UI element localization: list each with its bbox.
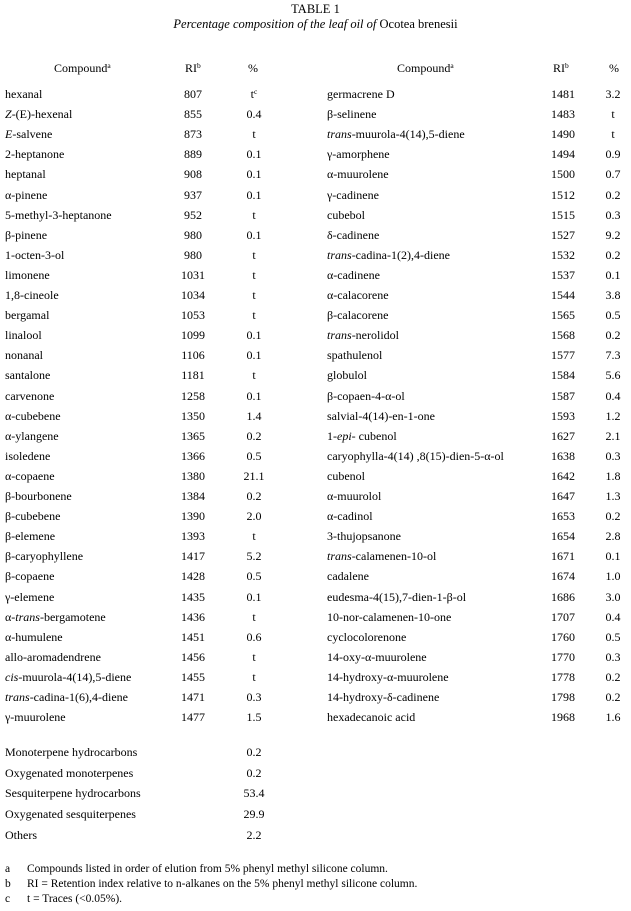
summary-percentage: 53.4 — [243, 786, 265, 801]
retention-index: 980 — [184, 247, 202, 262]
compound-name: isoledene — [5, 448, 51, 463]
retention-index: 980 — [184, 227, 202, 242]
compound-name: 14-hydroxy-δ-cadinene — [327, 690, 440, 704]
percentage-value: 0.1 — [246, 227, 262, 242]
compound-name: 14-oxy-α-muurolene — [327, 649, 427, 664]
compound-name: β-copaen-4-α-ol — [327, 388, 405, 403]
retention-index: 1471 — [181, 690, 205, 704]
retention-index: 1638 — [551, 448, 575, 463]
compound-name: β-selinene — [327, 107, 377, 122]
percentage — [596, 205, 630, 225]
table-row — [0, 446, 631, 466]
compound-name: trans-cadina-1(6),4-diene — [5, 690, 128, 704]
percentage-value: t — [252, 368, 256, 383]
compound-name: nonanal — [5, 348, 43, 363]
compound-name: cis-muurola-4(14),5-diene — [5, 669, 132, 684]
compound-name: β-copaene — [5, 569, 55, 584]
percentage — [596, 124, 630, 144]
percentage-value: 0.2 — [605, 690, 621, 704]
compound-name: spathulenol — [327, 348, 383, 363]
percentage-value: 1.0 — [605, 569, 621, 584]
retention-index: 1584 — [551, 368, 575, 383]
percentage-value: t — [252, 247, 256, 262]
summary-class: Oxygenated sesquiterpenes — [5, 807, 136, 822]
percentage — [596, 486, 630, 506]
compound-name: α-copaene — [5, 468, 55, 483]
percentage — [596, 707, 630, 727]
retention-index: 1968 — [551, 710, 575, 725]
percentage-value: 0.1 — [246, 589, 262, 604]
summary-row — [0, 763, 300, 783]
percentage-value: t — [611, 127, 615, 142]
retention-index: 1512 — [551, 187, 575, 202]
header-ri-sup: b — [197, 61, 201, 70]
percentage-value: 0.5 — [605, 308, 621, 323]
table-row — [0, 164, 631, 184]
percentage — [596, 466, 630, 486]
summary-row — [0, 825, 300, 845]
summary-class: Oxygenated monoterpenes — [5, 765, 134, 780]
percentage — [596, 446, 630, 466]
percentage-value: t — [611, 107, 615, 122]
footnote-key: c — [5, 893, 11, 905]
retention-index: 1778 — [551, 669, 575, 684]
footnote-text: t = Traces (<0.05%). — [27, 893, 123, 905]
summary-percentage: 0.2 — [246, 745, 262, 759]
table-row — [0, 707, 631, 727]
retention-index: 1515 — [551, 207, 575, 222]
compound-name: heptanal — [5, 167, 46, 182]
percentage-value: 5.2 — [246, 549, 262, 564]
compound-name: hexadecanoic acid — [327, 710, 416, 725]
compound-name: carvenone — [5, 388, 55, 403]
header-ri-text: RI — [185, 61, 197, 75]
retention-index: 1647 — [551, 489, 575, 503]
retention-index: 1798 — [551, 690, 575, 704]
left-header-pct: % — [248, 61, 258, 75]
percentage-value: 7.3 — [605, 348, 621, 363]
percentage-value: 0.1 — [246, 167, 262, 182]
table-row — [0, 285, 631, 305]
percentage-value: 1.6 — [605, 710, 621, 725]
compound-name: γ-muurolene — [5, 710, 66, 725]
table-title: TABLE 1 — [291, 2, 340, 16]
compound-name: α-trans-bergamotene — [5, 609, 106, 624]
compound-name: 10-nor-calamenen-10-one — [327, 609, 452, 624]
percentage — [596, 386, 630, 406]
compound-name: 2-heptanone — [5, 147, 65, 162]
compound-name: Z-(E)-hexenal — [5, 107, 73, 122]
percentage-value: 0.2 — [246, 489, 262, 503]
retention-index: 1106 — [181, 348, 205, 363]
compound-name: 1-epi- cubenol — [327, 428, 397, 443]
percentage — [596, 506, 630, 526]
percentage-value: t — [250, 87, 254, 101]
compound-name: germacrene D — [327, 87, 395, 101]
retention-index: 1390 — [181, 509, 205, 524]
retention-index: 807 — [184, 87, 202, 101]
percentage-value: t — [252, 529, 256, 544]
percentage-value: 0.1 — [246, 348, 262, 363]
retention-index: 1686 — [551, 589, 575, 604]
compound-name: 3-thujopsanone — [327, 529, 401, 544]
table-row — [0, 566, 631, 586]
percentage-value: 0.2 — [605, 328, 621, 343]
summary-percentage: 2.2 — [246, 827, 262, 842]
percentage — [596, 84, 630, 104]
retention-index: 1455 — [181, 669, 205, 684]
retention-index: 1380 — [181, 468, 205, 483]
percentage-value: 0.2 — [605, 187, 621, 202]
table-row — [0, 506, 631, 526]
percentage-value: 0.4 — [605, 609, 621, 624]
percentage-value: 1.2 — [605, 408, 621, 423]
percentage-value: 3.0 — [605, 589, 621, 604]
percentage-value: 9.2 — [605, 227, 621, 242]
compound-name: hexanal — [5, 87, 43, 101]
compound-name: cyclocolorenone — [327, 629, 407, 644]
compound-name: trans-calamenen-10-ol — [327, 549, 437, 564]
percentage — [596, 426, 630, 446]
retention-index: 1099 — [181, 328, 205, 343]
percentage — [596, 526, 630, 546]
table-row — [0, 526, 631, 546]
table-row — [0, 486, 631, 506]
percentage — [596, 607, 630, 627]
table-row — [0, 104, 631, 124]
summary-percentage: 29.9 — [243, 807, 265, 822]
retention-index: 1481 — [551, 87, 575, 101]
retention-index: 1627 — [551, 428, 575, 443]
table-row — [0, 124, 631, 144]
table-row — [0, 687, 631, 707]
table-row — [0, 667, 631, 687]
percentage-value: 0.1 — [246, 187, 262, 202]
percentage — [596, 566, 630, 586]
compound-name: β-elemene — [5, 529, 56, 544]
percentage — [596, 647, 630, 667]
percentage — [596, 144, 630, 164]
retention-index: 1053 — [181, 308, 205, 323]
retention-index: 1181 — [181, 368, 205, 383]
table-row — [0, 305, 631, 325]
retention-index: 1456 — [181, 649, 205, 664]
compound-name: β-caryophyllene — [5, 549, 84, 564]
retention-index: 1365 — [181, 428, 205, 443]
retention-index: 873 — [184, 127, 202, 142]
table-row — [0, 546, 631, 566]
compound-name: 5-methyl-3-heptanone — [5, 207, 112, 222]
retention-index: 1642 — [551, 468, 575, 483]
compound-name: trans-muurola-4(14),5-diene — [327, 127, 465, 142]
compound-name: α-humulene — [5, 629, 63, 644]
compound-name: γ-cadinene — [327, 187, 379, 202]
percentage — [596, 667, 630, 687]
retention-index: 1483 — [551, 107, 575, 122]
percentage-value: 0.1 — [246, 147, 262, 162]
compound-name: linalool — [5, 328, 42, 343]
retention-index: 1593 — [551, 408, 575, 423]
compound-name: cubebol — [327, 207, 365, 222]
summary-class: Sesquiterpene hydrocarbons — [5, 786, 141, 801]
table-row — [0, 225, 631, 245]
percentage-value: 0.1 — [246, 388, 262, 403]
table-row — [0, 185, 631, 205]
compound-name: 14-hydroxy-α-muurolene — [327, 669, 449, 684]
retention-index: 1532 — [551, 247, 575, 262]
compound-name: α-cadinol — [327, 509, 373, 524]
percentage-value: 0.5 — [246, 569, 262, 584]
percentage-value: 0.7 — [605, 167, 621, 182]
table-row — [0, 265, 631, 285]
summary-class: Others — [5, 827, 37, 842]
percentage — [596, 164, 630, 184]
percentage — [596, 265, 630, 285]
retention-index: 1577 — [551, 348, 575, 363]
table-row — [0, 245, 631, 265]
percentage-value: t — [252, 649, 256, 664]
table-row — [0, 627, 631, 647]
compound-name: δ-cadinene — [327, 227, 380, 242]
compound-name: allo-aromadendrene — [5, 649, 101, 664]
percentage — [596, 225, 630, 245]
percentage — [596, 305, 630, 325]
compound-name: 1,8-cineole — [5, 288, 59, 302]
retention-index: 1671 — [551, 549, 575, 564]
compound-name: limonene — [5, 267, 50, 282]
percentage-value: 0.4 — [246, 107, 262, 122]
header-compound-sup: a — [450, 61, 454, 70]
retention-index: 1490 — [551, 127, 575, 142]
retention-index: 1565 — [551, 308, 575, 323]
percentage-value: 0.3 — [246, 690, 262, 704]
percentage-value: 3.8 — [605, 288, 621, 302]
header-ri-text: RI — [553, 61, 565, 75]
subtitle-species: Ocotea brenesii — [379, 17, 458, 31]
right-header-ri — [553, 61, 569, 75]
percentage-value: 2.8 — [605, 529, 621, 544]
summary-class: Monoterpene hydrocarbons — [5, 745, 138, 759]
percentage-value: t — [252, 308, 256, 323]
retention-index: 1568 — [551, 328, 575, 343]
left-header-ri — [185, 61, 201, 75]
retention-index: 1031 — [181, 267, 205, 282]
percentage-value: 0.3 — [605, 649, 621, 664]
percentage-value: 21.1 — [243, 468, 265, 483]
table-row — [0, 345, 631, 365]
compound-name: cadalene — [327, 569, 369, 584]
retention-index: 1393 — [181, 529, 205, 544]
percentage-value: 0.5 — [246, 448, 262, 463]
compound-name: β-cubebene — [5, 509, 61, 524]
compound-name: eudesma-4(15),7-dien-1-β-ol — [327, 589, 467, 604]
percentage-value: 0.3 — [605, 448, 621, 463]
compound-name: caryophylla-4(14) ,8(15)-dien-5-α-ol — [327, 448, 504, 463]
percentage-value: t — [252, 207, 256, 222]
retention-index: 1587 — [551, 388, 575, 403]
retention-index: 1500 — [551, 167, 575, 182]
header-compound-sup: a — [107, 61, 111, 70]
retention-index: 1760 — [551, 629, 575, 644]
percentage-value: t — [252, 288, 256, 302]
percentage — [596, 546, 630, 566]
table-row — [0, 205, 631, 225]
percentage-value: 3.2 — [605, 87, 621, 101]
compound-name: α-cadinene — [327, 267, 380, 282]
retention-index: 1707 — [551, 609, 575, 624]
compound-name: γ-elemene — [5, 589, 55, 604]
retention-index: 1770 — [551, 649, 575, 664]
right-header-compound — [397, 61, 454, 75]
percentage-value: 0.1 — [605, 549, 621, 564]
percentage-value: t — [252, 127, 256, 142]
compound-name: santalone — [5, 368, 51, 383]
summary-percentage: 0.2 — [246, 765, 262, 780]
subtitle-text: Percentage composition of the leaf oil of — [173, 17, 377, 31]
percentage-value: t — [252, 609, 256, 624]
compound-name: α-pinene — [5, 187, 48, 202]
compound-name: α-ylangene — [5, 428, 59, 443]
percentage-value: 1.4 — [246, 408, 262, 423]
percentage — [596, 345, 630, 365]
summary-row — [0, 804, 300, 824]
compound-name: β-pinene — [5, 227, 48, 242]
table-row — [0, 144, 631, 164]
compound-name: α-cubebene — [5, 408, 61, 423]
table-row — [0, 365, 631, 385]
retention-index: 1653 — [551, 509, 575, 524]
percentage-value: 0.2 — [246, 428, 262, 443]
percentage-footnote-mark: c — [254, 87, 258, 96]
percentage-value: 0.3 — [605, 207, 621, 222]
compound-name: globulol — [327, 368, 368, 383]
percentage — [596, 587, 630, 607]
percentage-value: 2.1 — [605, 428, 621, 443]
compound-name: β-bourbonene — [5, 489, 72, 503]
header-compound-text: Compound — [397, 61, 451, 75]
table-subtitle — [0, 17, 631, 32]
header-ri-sup: b — [565, 61, 569, 70]
percentage — [596, 406, 630, 426]
compound-name: β-calacorene — [327, 308, 389, 323]
percentage-value: 0.2 — [605, 509, 621, 524]
percentage — [596, 104, 630, 124]
compound-name: trans-cadina-1(2),4-diene — [327, 247, 450, 262]
percentage-value: 5.6 — [605, 368, 621, 383]
retention-index: 1436 — [181, 609, 205, 624]
percentage-value: 1.3 — [605, 489, 621, 503]
retention-index: 937 — [184, 187, 202, 202]
table-row — [0, 325, 631, 345]
footnote-text: RI = Retention index relative to n-alkanes on the 5% phenyl methyl silicone column. — [27, 878, 418, 890]
retention-index: 1034 — [181, 288, 205, 302]
compound-name: salvial-4(14)-en-1-one — [327, 408, 435, 423]
retention-index: 1674 — [551, 569, 575, 584]
table-row — [0, 426, 631, 446]
table-row — [0, 647, 631, 667]
footnote-key: a — [5, 863, 11, 875]
table-row — [0, 607, 631, 627]
retention-index: 1477 — [181, 710, 205, 725]
footnote-key: b — [5, 878, 11, 890]
retention-index: 1527 — [551, 227, 575, 242]
retention-index: 1417 — [181, 549, 205, 564]
compound-name: α-calacorene — [327, 288, 389, 302]
retention-index: 855 — [184, 107, 202, 122]
compound-name: trans-nerolidol — [327, 328, 400, 343]
compound-name: E-salvene — [5, 127, 53, 142]
left-header-compound — [54, 61, 111, 75]
percentage — [596, 185, 630, 205]
table-row — [0, 466, 631, 486]
retention-index: 1451 — [181, 629, 205, 644]
percentage-value: 1.8 — [605, 468, 621, 483]
retention-index: 908 — [184, 167, 202, 182]
compound-name: γ-amorphene — [327, 147, 390, 162]
retention-index: 1435 — [181, 589, 205, 604]
compound-name: α-muurolol — [327, 489, 382, 503]
table-row — [0, 386, 631, 406]
percentage — [596, 325, 630, 345]
footnote-text: Compounds listed in order of elution from 5% phenyl methyl silicone column. — [27, 863, 388, 875]
percentage-value: 0.1 — [246, 328, 262, 343]
percentage — [596, 627, 630, 647]
table-row — [0, 84, 631, 104]
percentage-value: 0.1 — [605, 267, 621, 282]
retention-index: 1494 — [551, 147, 575, 162]
compound-name: 1-octen-3-ol — [5, 247, 65, 262]
percentage — [596, 285, 630, 305]
percentage — [596, 245, 630, 265]
retention-index: 1258 — [181, 388, 205, 403]
retention-index: 1654 — [551, 529, 575, 544]
percentage-value: 1.5 — [246, 710, 262, 725]
percentage-value: t — [252, 267, 256, 282]
percentage-value: 0.6 — [246, 629, 262, 644]
retention-index: 889 — [184, 147, 202, 162]
percentage-value: 0.9 — [605, 147, 621, 162]
summary-row — [0, 742, 300, 762]
summary-row — [0, 783, 300, 803]
retention-index: 1350 — [181, 408, 205, 423]
retention-index: 1428 — [181, 569, 205, 584]
retention-index: 1544 — [551, 288, 575, 302]
percentage-value: 0.4 — [605, 388, 621, 403]
percentage — [596, 365, 630, 385]
compound-name: cubenol — [327, 468, 365, 483]
percentage-value: 0.2 — [605, 669, 621, 684]
table-row — [0, 406, 631, 426]
percentage — [596, 687, 630, 707]
header-compound-text: Compound — [54, 61, 108, 75]
right-header-pct: % — [609, 61, 619, 75]
percentage-value: t — [252, 669, 256, 684]
retention-index: 1537 — [551, 267, 575, 282]
retention-index: 1366 — [181, 448, 205, 463]
table-row — [0, 587, 631, 607]
compound-name: α-muurolene — [327, 167, 389, 182]
percentage-value: 0.2 — [605, 247, 621, 262]
compound-name: bergamal — [5, 308, 50, 323]
retention-index: 952 — [184, 207, 202, 222]
retention-index: 1384 — [181, 489, 205, 503]
percentage-value: 0.5 — [605, 629, 621, 644]
percentage-value: 2.0 — [246, 509, 262, 524]
